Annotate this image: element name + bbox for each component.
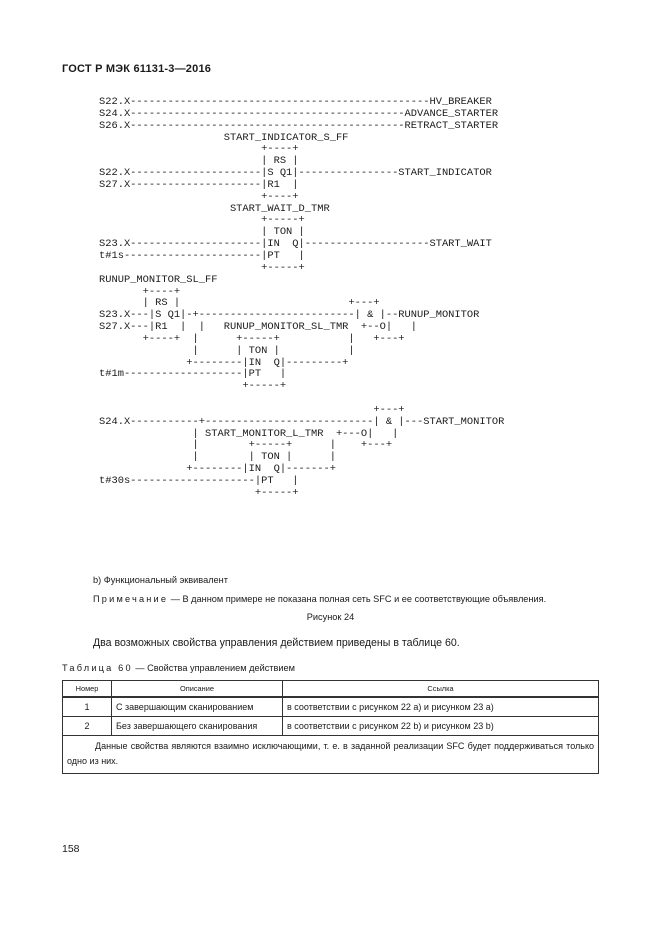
diagram-line: S22.X------------------------------------------------HV_BREAKER <box>99 96 492 108</box>
table-footnote: Данные свойства являются взаимно исключающими, т. е. в заданной реализации SFC будет поддерживаться только одно из них. <box>63 736 599 774</box>
row-number: 1 <box>63 697 112 717</box>
diagram-line: +--------|IN Q|---------+ <box>99 356 349 369</box>
figure-title: Рисунок 24 <box>306 612 355 622</box>
diagram-line: START_WAIT_D_TMR <box>99 202 330 215</box>
table-header-row <box>63 681 599 698</box>
table-title <box>62 663 295 673</box>
diagram-line: +-----+ <box>99 261 305 274</box>
diagram-line: +----+ <box>99 285 181 298</box>
diagram-line: | TON | <box>99 226 305 239</box>
functional-equivalent-diagram <box>99 97 504 500</box>
row-reference: в соответствии с рисунком 22 а) и рисунком 23 а) <box>283 697 599 717</box>
diagram-line: | RS | +---+ <box>99 297 380 310</box>
diagram-line: +----+ | +-----+ | +---+ <box>99 332 405 345</box>
row-description: Без завершающего сканирования <box>112 717 283 736</box>
diagram-line: S24.X-----------+---------------------------| & |---START_MONITOR <box>99 415 505 428</box>
diagram-line: +---+ <box>99 403 405 416</box>
diagram-line: S27.X---------------------|R1 | <box>99 178 299 191</box>
diagram-line: t#1m-------------------|PT | <box>99 368 287 381</box>
page-number: 158 <box>62 843 80 855</box>
diagram-line: t#30s--------------------|PT | <box>99 475 299 487</box>
diagram-line: RUNUP_MONITOR_SL_FF <box>99 273 218 286</box>
row-reference: в соответствии с рисунком 22 b) и рисунком 23 b) <box>283 717 599 736</box>
table-caption: — Свойства управлением действием <box>132 663 295 673</box>
note-label: Примечание <box>93 594 169 604</box>
diagram-line: +----+ <box>99 190 299 203</box>
diagram-line: | START_MONITOR_L_TMR +---O| | <box>99 427 399 440</box>
row-number: 2 <box>63 717 112 736</box>
diagram-line: +-----+ <box>99 486 299 499</box>
diagram-line: S26.X--------------------------------------------RETRACT_STARTER <box>99 119 499 132</box>
diagram-line: START_INDICATOR_S_FF <box>99 131 349 144</box>
table-row <box>63 717 599 736</box>
diagram-line: S23.X---|S Q1|-+-------------------------| & |--RUNUP_MONITOR <box>99 309 480 322</box>
figure-note <box>93 594 546 604</box>
body-paragraph: Два возможных свойства управления действием приведены в таблице 60. <box>93 637 460 649</box>
diagram-line: +-----+ <box>99 214 305 227</box>
diagram-line: +----+ <box>99 143 299 156</box>
note-text: — В данном примере не показана полная сеть SFC и ее соответствующие объявления. <box>168 594 547 604</box>
standard-header: ГОСТ Р МЭК 61131-3—2016 <box>62 63 212 75</box>
properties-table <box>62 680 599 774</box>
diagram-line: | | TON | | <box>99 451 336 464</box>
table-label: Таблица 60 <box>62 663 133 673</box>
table-footnote-row <box>63 736 599 774</box>
diagram-line: S22.X---------------------|S Q1|----------------START_INDICATOR <box>99 167 492 180</box>
diagram-line: | | TON | | <box>99 344 355 357</box>
header-description: Описание <box>112 681 283 698</box>
diagram-line: t#1s----------------------|PT | <box>99 249 305 262</box>
diagram-line: S24.X--------------------------------------------ADVANCE_STARTER <box>99 107 499 120</box>
diagram-line: S27.X---|R1 | | RUNUP_MONITOR_SL_TMR +--O| | <box>99 321 418 334</box>
row-description: С завершающим сканированием <box>112 697 283 717</box>
diagram-line: +--------|IN Q|-------+ <box>99 463 336 476</box>
diagram-line: S23.X---------------------|IN Q|--------------------START_WAIT <box>99 238 492 251</box>
header-number: Номер <box>63 681 112 698</box>
table-row <box>63 697 599 717</box>
figure-subcaption: b) Функциональный эквивалент <box>93 575 228 585</box>
diagram-line: | RS | <box>99 155 299 168</box>
diagram-line: +-----+ <box>99 380 287 393</box>
diagram-line: | +-----+ | +---+ <box>99 439 393 452</box>
header-reference: Ссылка <box>283 681 599 698</box>
